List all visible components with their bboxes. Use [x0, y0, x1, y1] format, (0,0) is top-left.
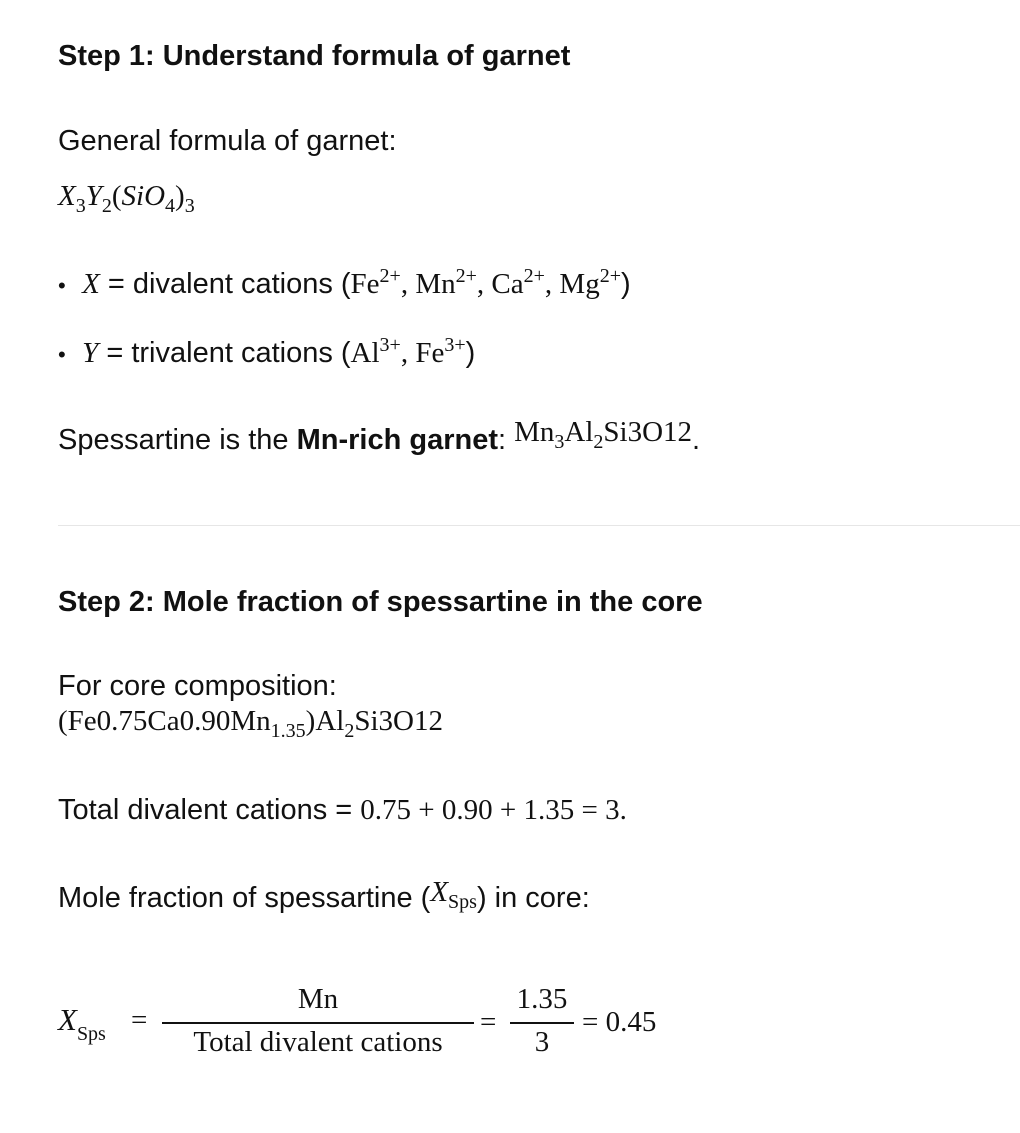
fraction-value: [510, 983, 574, 1059]
spessartine-rest: Si3O12: [603, 416, 693, 448]
formula-x: X: [58, 180, 76, 212]
fraction-value-numerator: 1.35: [516, 983, 568, 1015]
section-divider: [58, 525, 1020, 526]
formula-y: Y: [85, 180, 102, 212]
mole-fraction-x: X: [430, 876, 449, 908]
general-formula: [58, 180, 195, 217]
bullet-text-trivalent: = trivalent cations (: [98, 337, 351, 369]
core-composition-label: For core composition:: [58, 670, 337, 702]
fraction-denominator: Total divalent cations: [193, 1025, 443, 1058]
formula-o-sub: 4: [165, 195, 176, 217]
formula-close: ): [175, 180, 185, 212]
bullet-text-divalent: = divalent cations (: [99, 268, 351, 300]
step2-heading: Step 2: Mole fraction of spessartine in the core: [58, 586, 703, 618]
ion-mg-charge: 2+: [599, 265, 621, 287]
spessartine-colon: :: [497, 424, 515, 456]
bullet-symbol-x: X: [82, 268, 100, 300]
equation-x: X: [58, 1002, 77, 1037]
equation-x-sub: Sps: [76, 1023, 106, 1045]
ion-fe3-charge: 3+: [444, 334, 466, 356]
formula-y-sub: 2: [101, 195, 112, 217]
fraction-value-bar: [510, 1022, 574, 1024]
total-divalent-label: Total divalent cations =: [58, 794, 361, 826]
equation-result: = 0.45: [582, 1006, 657, 1038]
formula-o: O: [144, 180, 166, 212]
spessartine-pre: Spessartine is the: [58, 424, 297, 456]
bullet-close-trivalent: ): [465, 337, 476, 369]
bullet-dot-icon: •: [58, 273, 66, 298]
general-formula-label: General formula of garnet:: [58, 125, 397, 157]
ion-ca: , Ca: [476, 268, 524, 300]
ion-al: Al: [350, 337, 380, 369]
spessartine-al-sub: 2: [593, 431, 604, 453]
total-divalent-expr: 0.75 + 0.90 + 1.35 = 3.: [360, 794, 627, 826]
fraction-mn-over-total: [162, 983, 474, 1059]
formula-close-sub: 3: [184, 195, 195, 217]
core-formula-close: )Al: [305, 705, 345, 737]
bullet-close-divalent: ): [620, 268, 631, 300]
step1-heading: Step 1: Understand formula of garnet: [58, 40, 571, 72]
spessartine-al: Al: [564, 416, 594, 448]
fraction-value-denominator: 3: [534, 1025, 550, 1058]
mole-fraction-post: ) in core:: [476, 882, 590, 914]
core-formula-rest: Si3O12: [354, 705, 443, 737]
spessartine-formula: [514, 416, 693, 453]
core-formula-al-sub: 2: [344, 720, 355, 742]
formula-open: (: [111, 180, 122, 212]
fraction-bar: [162, 1022, 474, 1024]
ion-fe3: , Fe: [400, 337, 445, 369]
equation-equals-1: =: [131, 1004, 148, 1036]
bullet-symbol-y: Y: [82, 337, 99, 369]
ion-ca-charge: 2+: [523, 265, 545, 287]
core-formula-mn-sub: 1.35: [270, 720, 306, 742]
mole-fraction-sub: Sps: [448, 891, 477, 913]
core-formula: [58, 705, 443, 742]
ion-mg: , Mg: [544, 268, 600, 300]
bullet-divalent: [58, 265, 631, 301]
ion-fe-charge: 2+: [379, 265, 401, 287]
spessartine-mn: Mn: [514, 416, 555, 448]
ion-al-charge: 3+: [379, 334, 401, 356]
mole-fraction-pre: Mole fraction of spessartine (: [58, 882, 431, 914]
core-formula-open: (Fe0.75Ca0.90Mn: [58, 705, 271, 737]
spessartine-period: .: [692, 424, 701, 456]
bullet-trivalent: [58, 334, 476, 370]
equation-lhs: [58, 1002, 106, 1045]
ion-fe: Fe: [350, 268, 380, 300]
ion-mn: , Mn: [400, 268, 456, 300]
total-divalent-line: [58, 794, 627, 827]
spessartine-mn-sub: 3: [554, 431, 565, 453]
mole-fraction-line: [58, 876, 590, 915]
bullet-dot-icon: •: [58, 342, 66, 367]
spessartine-bold: Mn-rich garnet: [296, 424, 498, 456]
formula-x-sub: 3: [75, 195, 86, 217]
equation-equals-2: =: [480, 1006, 497, 1038]
ion-mn-charge: 2+: [455, 265, 477, 287]
fraction-numerator: Mn: [297, 983, 339, 1015]
mole-fraction-symbol: [430, 876, 477, 913]
spessartine-line: [58, 416, 701, 457]
formula-si: Si: [121, 180, 145, 212]
